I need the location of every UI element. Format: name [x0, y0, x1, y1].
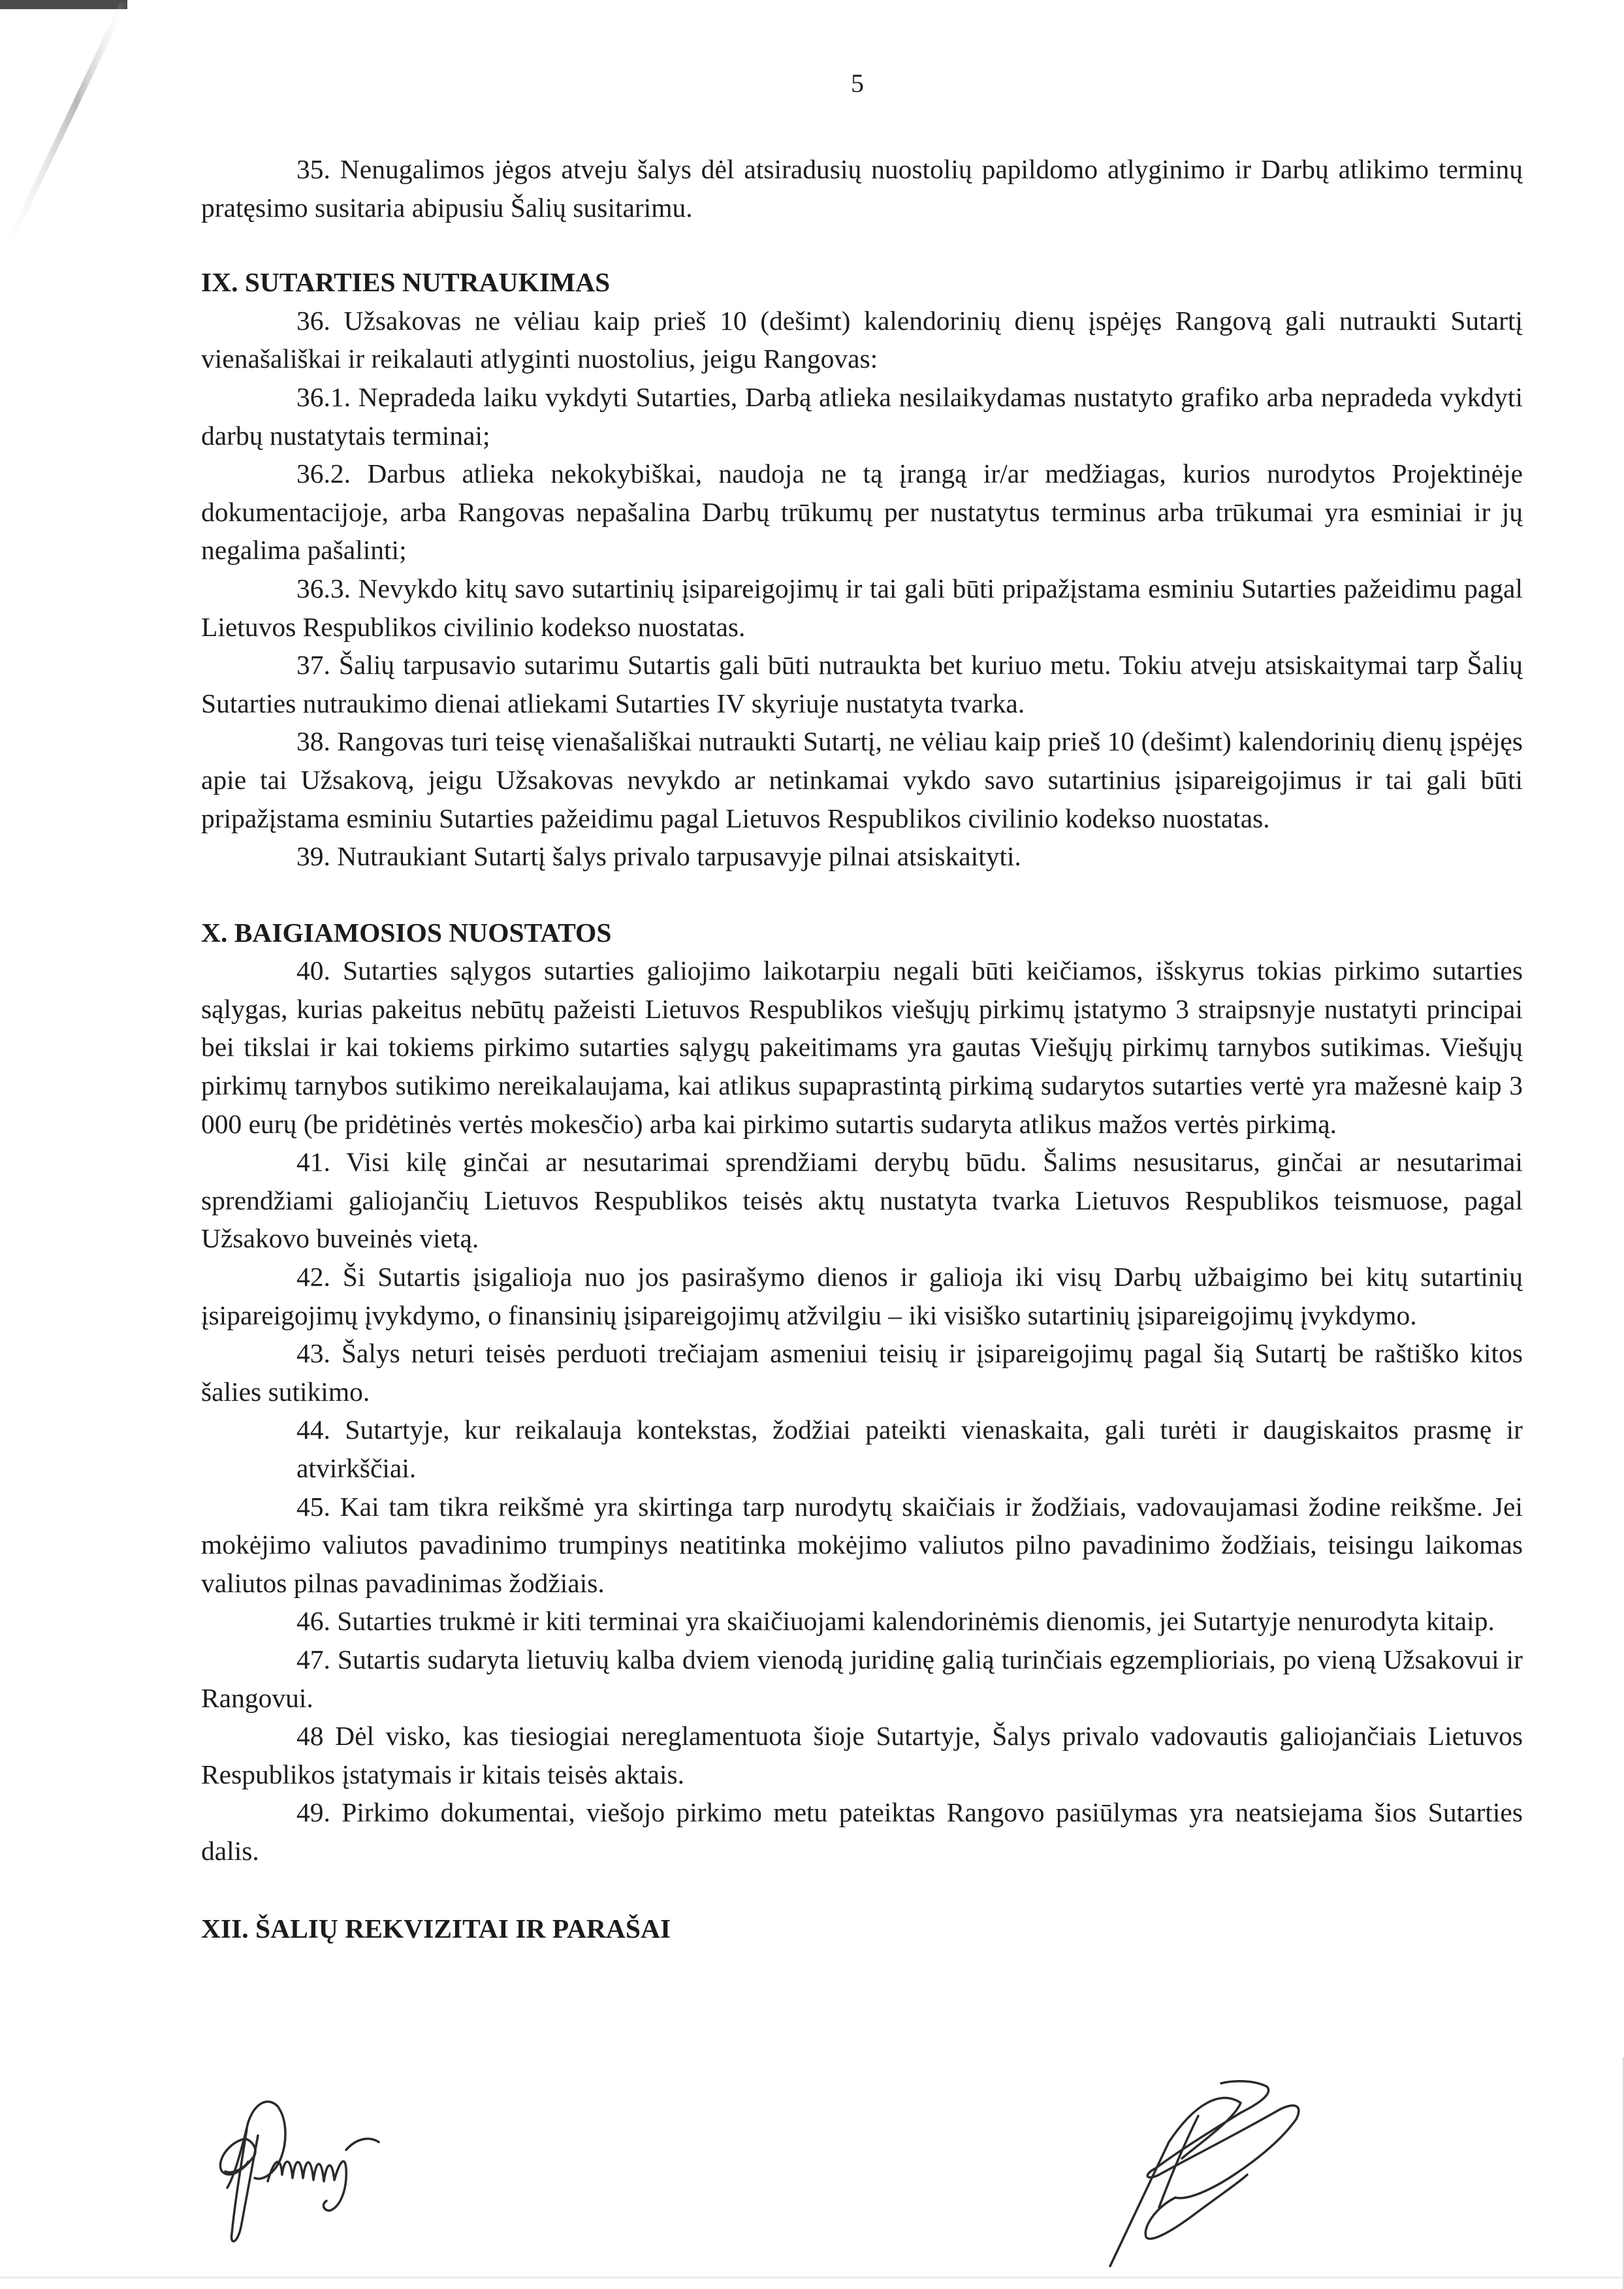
clause-49: 49. Pirkimo dokumentai, viešojo pirkimo metu pateiktas Rangovo pasiūlymas yra neatsiejama šios Sutarties dalis.	[201, 1797, 1523, 1866]
clause-36-2: 36.2. Darbus atlieka nekokybiškai, naudoja ne tą įrangą ir/ar medžiagas, kurios nurodytos Projektinėje dokumentacijoje, arba Rangovas nepašalina Darbų trūkumų per nustatytus terminus arba trūkumai yra esminiai ir jų negalima pašalinti;	[201, 458, 1523, 566]
clause-37: 37. Šalių tarpusavio sutarimu Sutartis gali būti nutraukta bet kuriuo metu. Tokiu atveju atsiskaitymai tarp Šalių Sutarties nutraukimo dienai atliekami Sutarties IV skyriuje nustatyta tvarka.	[201, 650, 1523, 718]
clause-47: 47. Sutartis sudaryta lietuvių kalba dviem vienodą juridinę galią turinčiais egzemplioriais, po vieną Užsakovui ir Rangovui.	[201, 1644, 1523, 1713]
clause-35: 35. Nenugalimos jėgos atveju šalys dėl atsiradusių nuostolių papildomo atlyginimo ir Darbų atlikimo terminų pratęsimo susitaria abipusiu Šalių susitarimu.	[201, 154, 1523, 223]
document-body	[201, 150, 1523, 1947]
clause-38: 38. Rangovas turi teisę vienašališkai nutraukti Sutartį, ne vėliau kaip prieš 10 (dešimt) kalendorinių dienų įspėjęs apie tai Užsakovą, jeigu Užsakovas nevykdo ar netinkamai vykdo savo sutartinius įsipareigojimus ir tai gali būti pripažįstama esminiu Sutarties pažeidimu pagal Lietuvos Respublikos civilinio kodekso nuostatas.	[201, 726, 1523, 833]
signature-contractor	[1071, 2077, 1541, 2273]
signature-customer	[183, 2077, 457, 2273]
section-heading-xii: XII. ŠALIŲ REKVIZITAI IR PARAŠAI	[201, 1913, 671, 1944]
section-heading-ix: IX. SUTARTIES NUTRAUKIMAS	[201, 267, 611, 298]
signatures-area	[0, 2077, 1624, 2273]
clause-36-1: 36.1. Nepradeda laiku vykdyti Sutarties, Darbą atlieka nesilaikydamas nustatyto grafiko arba nepradeda vykdyti darbų nustatytais terminai;	[201, 381, 1523, 451]
clause-43: 43. Šalys neturi teisės perduoti trečiajam asmeniui teisių ir įsipareigojimų pagal šią Sutartį be raštiško kitos šalies sutikimo.	[201, 1338, 1523, 1407]
clause-36-3: 36.3. Nevykdo kitų savo sutartinių įsipareigojimų ir tai gali būti pripažįstama esminiu Sutarties pažeidimu pagal Lietuvos Respublikos civilinio kodekso nuostatas.	[201, 573, 1523, 642]
scan-bottom-edge	[0, 2277, 1624, 2279]
section-heading-x: X. BAIGIAMOSIOS NUOSTATOS	[201, 917, 612, 948]
clause-46: 46. Sutarties trukmė ir kiti terminai yra skaičiuojami kalendorinėmis dienomis, jei Sutartyje nenurodyta kitaip.	[296, 1606, 1495, 1637]
page-number: 5	[851, 69, 864, 98]
clause-41: 41. Visi kilę ginčai ar nesutarimai sprendžiami derybų būdu. Šalims nesusitarus, ginčai ar nesutarimai sprendžiami galiojančių Lietuvos Respublikos teisės aktų nustatyta tvarka Lietuvos Respublikos teismuose, pagal Užsakovo buveinės vietą.	[201, 1147, 1523, 1254]
clause-36: 36. Užsakovas ne vėliau kaip prieš 10 (dešimt) kalendorinių dienų įspėjęs Rangovą gali nutraukti Sutartį vienašališkai ir reikalauti atlyginti nuostolius, jeigu Rangovas:	[201, 305, 1523, 374]
clause-44: 44. Sutartyje, kur reikalauja kontekstas, žodžiai pateikti vienaskaita, gali turėti ir daugiskaitos prasmę ir atvirkščiai.	[296, 1415, 1523, 1483]
clause-42: 42. Ši Sutartis įsigalioja nuo jos pasirašymo dienos ir galioja iki visų Darbų užbaigimo bei kitų sutartinių įsipareigojimų įvykdymo, o finansinių įsipareigojimų atžvilgiu – iki visiško sutartinių įsipareigojimų įvykdymo.	[201, 1262, 1523, 1330]
clause-48: 48 Dėl visko, kas tiesiogiai nereglamentuota šioje Sutartyje, Šalys privalo vadovautis galiojančiais Lietuvos Respublikos įstatymais ir kitais teisės aktais.	[201, 1721, 1523, 1789]
paper-fold-shadow	[0, 0, 131, 261]
scan-dark-band	[0, 0, 127, 9]
clause-39: 39. Nutraukiant Sutartį šalys privalo tarpusavyje pilnai atsiskaityti.	[296, 841, 1021, 872]
clause-45: 45. Kai tam tikra reikšmė yra skirtinga tarp nurodytų skaičiais ir žodžiais, vadovaujamasi žodine reikšme. Jei mokėjimo valiutos pavadinimo trumpinys neatitinka mokėjimo valiutos pilno pavadinimo žodžiais, teisingu laikomas valiutos pilnas pavadinimas žodžiais.	[201, 1491, 1523, 1598]
clause-40: 40. Sutarties sąlygos sutarties galiojimo laikotarpiu negali būti keičiamos, išskyrus tokias pirkimo sutarties sąlygas, kurias pakeitus nebūtų pažeisti Lietuvos Respublikos viešųjų pirkimų įstatymo 3 straipsnyje nustatyti principai bei tikslai ir kai tokiems pirkimo sutarties sąlygų pakeitimams yra gautas Viešųjų pirkimų tarnybos sutikimas. Viešųjų pirkimų tarnybos sutikimo nereikalaujama, kai atlikus supaprastintą pirkimą sudarytos sutarties vertė yra mažesnė kaip 3 000 eurų (be pridėtinės vertės mokesčio) arba kai pirkimo sutartis sudaryta atlikus mažos vertės pirkimą.	[201, 955, 1523, 1139]
